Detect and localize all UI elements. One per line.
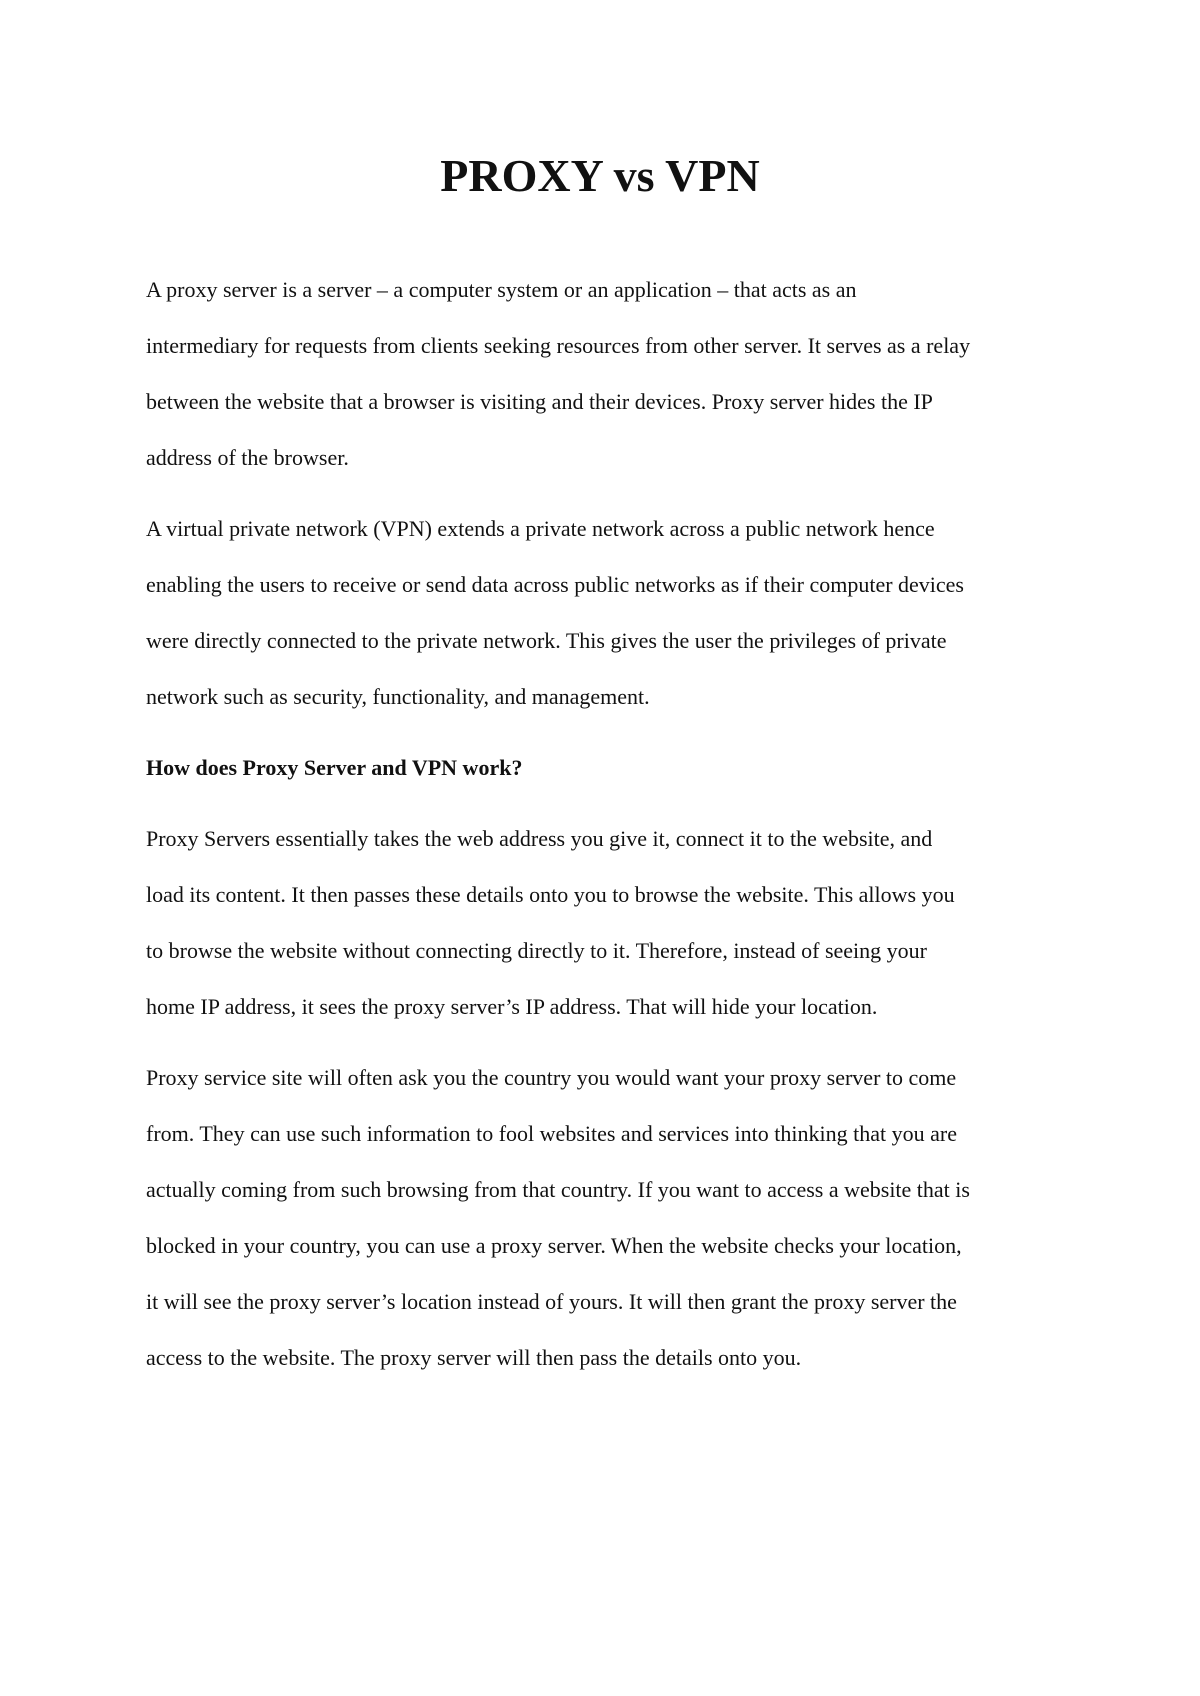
paragraph-line: blocked in your country, you can use a proxy server. When the website checks your location, [146,1233,962,1258]
document-title: PROXY vs VPN [440,150,760,201]
paragraph-line: access to the website. The proxy server will then pass the details onto you. [146,1345,802,1370]
paragraph-line: between the website that a browser is visiting and their devices. Proxy server hides the IP [146,389,933,414]
paragraph-line: actually coming from such browsing from that country. If you want to access a website that is [146,1177,970,1202]
paragraph-line: to browse the website without connecting directly to it. Therefore, instead of seeing your [146,938,927,963]
paragraph-vpn-definition [146,501,1076,725]
paragraph-proxy-location [146,1050,1076,1386]
paragraph-line: network such as security, functionality, and management. [146,684,650,709]
paragraph-line: from. They can use such information to fool websites and services into thinking that you are [146,1121,957,1146]
paragraph-line: Proxy Servers essentially takes the web address you give it, connect it to the website, and [146,826,933,851]
document-body [146,262,1076,1401]
paragraph-line: enabling the users to receive or send data across public networks as if their computer devices [146,572,964,597]
paragraph-line: it will see the proxy server’s location instead of yours. It will then grant the proxy server the [146,1289,957,1314]
paragraph-line: were directly connected to the private network. This gives the user the privileges of private [146,628,947,653]
paragraph-line: address of the browser. [146,445,349,470]
paragraph-line: load its content. It then passes these details onto you to browse the website. This allows you [146,882,955,907]
paragraph-line: home IP address, it sees the proxy server’s IP address. That will hide your location. [146,994,878,1019]
paragraph-proxy-working [146,811,1076,1035]
paragraph-line: intermediary for requests from clients seeking resources from other server. It serves as a relay [146,333,971,358]
section-heading: How does Proxy Server and VPN work? [146,755,523,780]
paragraph-line: Proxy service site will often ask you the country you would want your proxy server to come [146,1065,957,1090]
paragraph-proxy-definition [146,262,1076,486]
paragraph-line: A virtual private network (VPN) extends a private network across a public network hence [146,516,935,541]
paragraph-line: A proxy server is a server – a computer system or an application – that acts as an [146,277,857,302]
